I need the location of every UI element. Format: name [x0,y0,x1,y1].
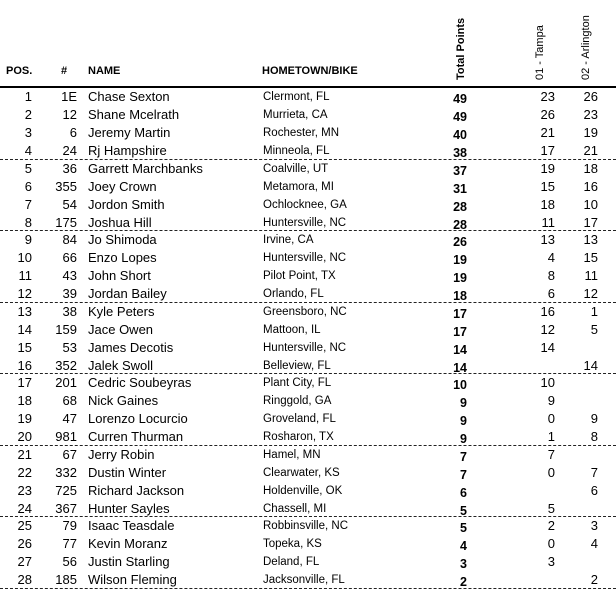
table-row [0,303,616,321]
cell-pos: 3 [24,125,32,140]
cell-name: Enzo Lopes [88,250,157,265]
cell-pos: 7 [24,196,32,212]
cell-number: 1E [61,89,77,104]
cell-number: 68 [62,393,77,408]
cell-pos: 6 [24,178,32,194]
cell-round-2: 10 [583,196,598,212]
cell-hometown: Hamel, MN [263,448,321,461]
cell-total-points: 9 [460,432,467,446]
column-header-name: NAME [88,65,121,77]
table-row [0,214,616,232]
cell-hometown: Minneola, FL [263,145,330,157]
table-row [0,374,616,392]
table-row [0,464,616,482]
cell-round-1: 11 [541,214,555,230]
cell-hometown: Metamora, MI [263,180,334,193]
cell-hometown: Jacksonville, FL [263,574,345,586]
cell-number: 66 [62,250,77,265]
cell-number: 355 [55,178,77,194]
cell-round-2: 17 [583,214,598,230]
cell-name: Chase Sexton [88,89,170,104]
cell-pos: 10 [17,250,32,265]
cell-number: 175 [55,214,77,230]
table-row [0,535,616,553]
cell-total-points: 18 [453,289,467,303]
cell-total-points: 9 [460,414,467,428]
cell-hometown: Greensboro, NC [263,305,347,318]
column-header-pos: POS. [6,65,33,77]
cell-number: 47 [62,411,77,426]
table-row [0,285,616,303]
cell-hometown: Huntersville, NC [263,216,347,229]
cell-total-points: 17 [453,324,467,339]
cell-number: 352 [55,357,77,373]
cell-round-2: 13 [583,232,598,247]
cell-name: Jordon Smith [88,196,165,212]
cell-round-1: 19 [540,160,555,176]
table-row [0,88,616,106]
cell-pos: 21 [17,446,32,462]
cell-name: Justin Starling [88,554,170,569]
cell-name: Kyle Peters [88,303,155,319]
cell-hometown: Robbinsville, NC [263,520,349,532]
table-row [0,392,616,410]
cell-total-points: 28 [453,199,467,214]
cell-hometown: Clearwater, KS [263,466,340,479]
cell-name: Jo Shimoda [88,232,157,247]
cell-pos: 18 [17,393,32,408]
cell-pos: 15 [17,339,32,355]
cell-pos: 8 [24,214,32,230]
cell-name: Kevin Moranz [88,536,168,551]
cell-round-2: 21 [583,143,598,158]
cell-name: Shane Mcelrath [88,107,180,122]
cell-number: 67 [62,446,77,462]
cell-round-2: 23 [583,107,598,122]
cell-number: 159 [55,321,77,337]
cell-round-1: 0 [547,536,555,551]
cell-round-2: 16 [583,178,598,194]
table-row [0,196,616,214]
table-row [0,428,616,446]
cell-hometown: Murrieta, CA [263,109,328,121]
cell-name: Jace Owen [88,321,154,337]
standings-header [0,0,616,87]
cell-round-1: 8 [547,268,555,283]
cell-pos: 25 [17,518,32,533]
cell-round-2: 8 [590,429,598,444]
cell-round-2: 2 [590,572,598,587]
cell-round-1: 23 [540,89,555,104]
cell-round-1: 13 [540,232,555,247]
cell-total-points: 7 [460,449,467,464]
cell-number: 77 [62,536,77,551]
cell-round-2: 7 [590,464,598,480]
cell-number: 84 [62,232,77,247]
cell-total-points: 19 [453,271,467,285]
table-row [0,517,616,535]
cell-pos: 9 [24,232,32,247]
cell-round-1: 12 [540,321,555,337]
cell-name: Joshua Hill [88,214,152,230]
cell-pos: 4 [24,143,32,158]
cell-round-1: 7 [547,446,555,462]
table-row [0,446,616,464]
cell-name: Jeremy Martin [88,125,171,140]
cell-hometown: Coalville, UT [263,162,329,175]
column-header-number: # [61,65,68,77]
standings-table [0,88,616,589]
cell-hometown: Irvine, CA [263,234,314,246]
cell-round-1: 4 [547,250,555,265]
cell-name: James Decotis [88,339,174,355]
cell-pos: 5 [24,160,32,176]
cell-round-2: 11 [584,268,598,283]
cell-total-points: 4 [460,539,467,553]
cell-round-1: 2 [547,518,555,533]
table-row [0,357,616,375]
cell-number: 36 [62,160,77,176]
cell-name: Jerry Robin [88,446,155,462]
cell-name: Curren Thurman [88,429,184,444]
table-row [0,160,616,178]
cell-total-points: 14 [453,342,467,357]
cell-hometown: Clermont, FL [263,91,330,103]
cell-hometown: Huntersville, NC [263,341,347,354]
cell-round-2: 12 [583,286,598,301]
cell-total-points: 49 [453,110,467,124]
cell-round-1: 5 [547,500,555,516]
cell-number: 201 [55,375,77,390]
cell-round-2: 1 [590,303,598,319]
cell-total-points: 37 [453,163,467,178]
cell-number: 54 [62,196,77,212]
cell-round-1: 6 [547,286,555,301]
column-header-hometown: HOMETOWN/BIKE [262,65,358,77]
cell-round-1: 21 [540,125,555,140]
cell-round-1: 14 [540,339,555,355]
cell-hometown: Rochester, MN [263,127,340,139]
cell-total-points: 3 [460,557,467,571]
table-row [0,410,616,428]
cell-pos: 2 [24,107,32,122]
cell-round-2: 9 [590,411,598,426]
cell-round-1: 15 [540,178,555,194]
cell-total-points: 28 [453,217,467,232]
cell-name: Lorenzo Locurcio [88,411,188,426]
cell-round-2: 6 [590,482,598,498]
cell-round-2: 18 [583,160,598,176]
cell-total-points: 31 [453,181,467,196]
cell-round-1: 0 [547,411,555,426]
cell-hometown: Mattoon, IL [263,323,321,336]
cell-round-2: 26 [583,89,598,104]
cell-total-points: 49 [453,92,467,106]
cell-total-points: 5 [460,503,467,518]
cell-name: Cedric Soubeyras [88,375,192,390]
cell-hometown: Groveland, FL [263,413,336,425]
cell-round-1: 9 [547,393,555,408]
cell-round-2: 19 [583,125,598,140]
cell-number: 332 [55,464,77,480]
table-row [0,553,616,571]
cell-round-2: 3 [590,518,598,533]
cell-number: 53 [62,339,77,355]
cell-name: Jordan Bailey [88,286,167,301]
cell-name: Garrett Marchbanks [88,160,203,176]
cell-pos: 13 [17,303,32,319]
cell-total-points: 26 [453,235,467,249]
cell-total-points: 7 [460,467,467,482]
cell-hometown: Pilot Point, TX [263,270,336,282]
cell-pos: 28 [17,572,32,587]
cell-round-1: 1 [547,429,555,444]
cell-round-1: 16 [540,303,555,319]
cell-name: Wilson Fleming [88,572,177,587]
cell-number: 56 [62,554,77,569]
cell-round-1: 3 [547,554,555,569]
table-row [0,339,616,357]
cell-pos: 11 [18,268,32,283]
cell-pos: 12 [17,286,32,301]
cell-number: 367 [55,500,77,516]
cell-pos: 26 [17,536,32,551]
cell-number: 12 [62,107,77,122]
cell-hometown: Plant City, FL [263,377,332,389]
cell-pos: 1 [24,89,32,104]
cell-pos: 19 [17,411,32,426]
cell-pos: 23 [17,482,32,498]
cell-number: 43 [62,268,77,283]
table-row [0,500,616,518]
cell-hometown: Ringgold, GA [263,395,332,407]
cell-round-1: 18 [540,196,555,212]
cell-name: Jalek Swoll [88,357,154,373]
column-header-round-1: 01 - Tampa [534,25,546,80]
cell-pos: 22 [17,464,32,480]
cell-pos: 17 [17,375,32,390]
cell-number: 39 [62,286,77,301]
cell-pos: 24 [17,500,32,516]
cell-hometown: Ochlocknee, GA [263,198,347,211]
cell-number: 981 [55,429,77,444]
cell-number: 6 [69,125,77,140]
table-row [0,124,616,142]
cell-round-2: 5 [590,321,598,337]
cell-round-2: 15 [583,250,598,265]
cell-name: Isaac Teasdale [88,518,175,533]
cell-total-points: 9 [460,396,467,410]
cell-hometown: Orlando, FL [263,288,324,300]
cell-total-points: 38 [453,146,467,160]
cell-name: Hunter Sayles [88,500,170,516]
cell-name: Joey Crown [88,178,157,194]
cell-pos: 14 [17,321,32,337]
cell-number: 38 [62,303,77,319]
cell-total-points: 2 [460,575,467,589]
cell-name: Nick Gaines [88,393,159,408]
table-row [0,106,616,124]
cell-round-1: 17 [540,143,555,158]
cell-total-points: 10 [453,378,467,392]
cell-number: 24 [62,143,77,158]
cell-name: John Short [88,268,151,283]
cell-pos: 20 [17,429,32,444]
cell-round-2: 14 [583,357,598,373]
cell-number: 185 [55,572,77,587]
table-row [0,142,616,160]
cell-total-points: 14 [453,360,467,375]
cell-hometown: Belleview, FL [263,359,331,372]
cell-hometown: Huntersville, NC [263,252,347,264]
cell-hometown: Holdenville, OK [263,484,343,497]
cell-round-1: 0 [547,464,555,480]
cell-hometown: Rosharon, TX [263,431,334,443]
cell-total-points: 17 [453,306,467,321]
table-row [0,178,616,196]
table-row [0,267,616,285]
cell-round-2: 4 [590,536,598,551]
cell-name: Rj Hampshire [88,143,167,158]
cell-total-points: 40 [453,128,467,142]
cell-round-1: 26 [540,107,555,122]
table-row [0,571,616,589]
cell-hometown: Topeka, KS [263,538,322,550]
cell-number: 725 [55,482,77,498]
cell-total-points: 6 [460,485,467,500]
table-row [0,231,616,249]
table-row [0,249,616,267]
cell-hometown: Deland, FL [263,556,320,568]
cell-round-1: 10 [540,375,555,390]
cell-name: Dustin Winter [88,464,167,480]
cell-name: Richard Jackson [88,482,185,498]
column-header-round-2: 02 - Arlington [580,15,592,80]
cell-pos: 27 [17,554,32,569]
cell-hometown: Chassell, MI [263,502,327,515]
cell-pos: 16 [17,357,32,373]
cell-total-points: 19 [453,253,467,267]
cell-number: 79 [62,518,77,533]
table-row [0,321,616,339]
table-row [0,482,616,500]
column-header-total-points: Total Points [455,17,467,80]
cell-total-points: 5 [460,521,467,535]
